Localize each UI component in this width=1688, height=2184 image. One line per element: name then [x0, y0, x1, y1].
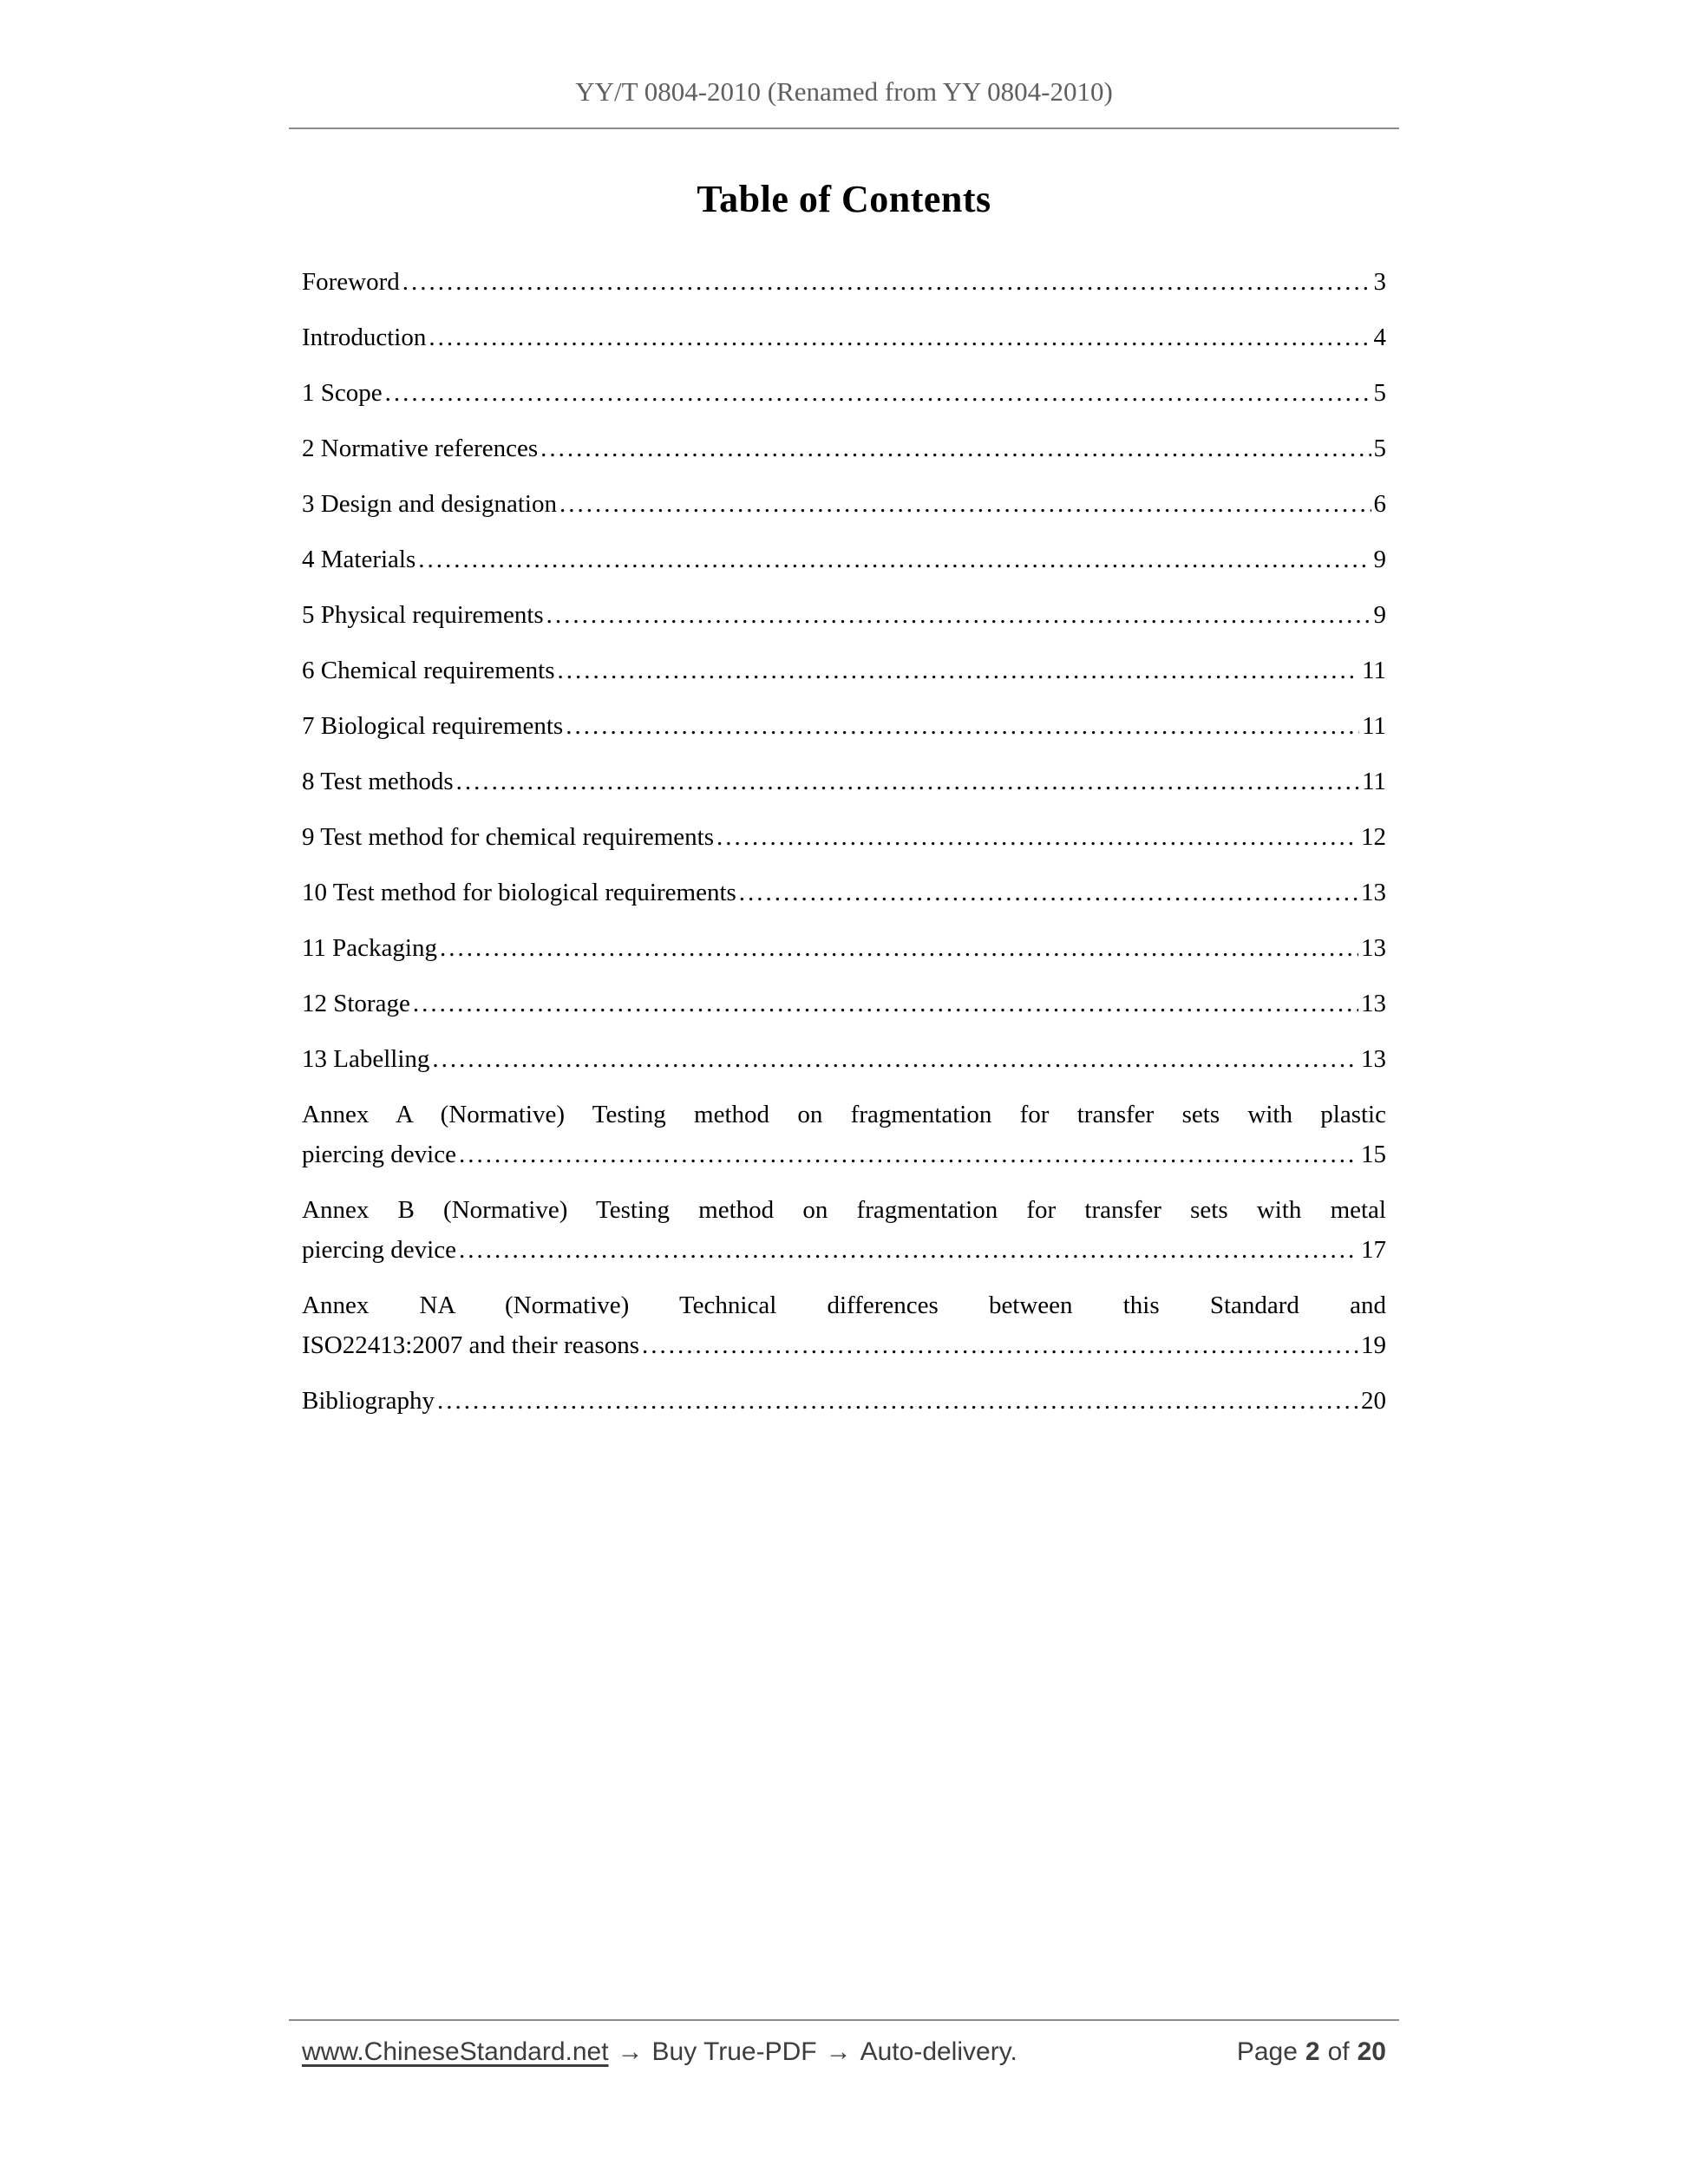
- toc-row: [302, 262, 1386, 302]
- dot-leader: [459, 1230, 1358, 1270]
- toc-page-number: 6: [1373, 490, 1386, 518]
- toc-row: [302, 1381, 1386, 1421]
- footer-left: [302, 2037, 1017, 2067]
- toc-entry-label: 1 Scope: [302, 379, 383, 407]
- toc-page-number: 5: [1373, 379, 1386, 407]
- toc-row: [302, 1325, 1386, 1365]
- toc-row: [302, 1230, 1386, 1270]
- toc-entry[interactable]: [302, 762, 1386, 801]
- toc-list: [302, 262, 1386, 1436]
- toc-page-number: 12: [1361, 823, 1386, 851]
- toc-page-number: 15: [1361, 1141, 1386, 1168]
- toc-row: [302, 651, 1386, 690]
- toc-entry[interactable]: [302, 428, 1386, 468]
- toc-row: [302, 373, 1386, 413]
- footer-buy-text: Buy True-PDF: [651, 2037, 817, 2066]
- right-arrow-icon: →: [825, 2037, 852, 2066]
- toc-entry-label: Introduction: [302, 324, 427, 351]
- toc-entry[interactable]: [302, 373, 1386, 413]
- toc-entry[interactable]: [302, 1285, 1386, 1365]
- page-indicator-word: Page: [1236, 2037, 1298, 2066]
- total-page-number: 20: [1357, 2037, 1386, 2066]
- dot-leader: [459, 1135, 1358, 1174]
- toc-entry-label: 10 Test method for biological requirements: [302, 879, 736, 906]
- toc-entry[interactable]: [302, 1095, 1386, 1174]
- dot-leader: [642, 1325, 1358, 1365]
- page-indicator: [1237, 2037, 1386, 2067]
- dot-leader: [432, 1039, 1358, 1079]
- toc-entry-label: piercing device: [302, 1236, 456, 1264]
- footer-delivery-text: Auto-delivery.: [860, 2037, 1017, 2066]
- toc-entry[interactable]: [302, 928, 1386, 968]
- dot-leader: [402, 262, 1371, 302]
- dot-leader: [546, 595, 1371, 635]
- toc-page-number: 11: [1362, 657, 1386, 684]
- toc-page-number: 11: [1362, 712, 1386, 740]
- toc-row: [302, 762, 1386, 801]
- toc-entry[interactable]: [302, 595, 1386, 635]
- toc-entry-text-line1: Annex NA (Normative) Technical differences between this Standard and: [302, 1291, 1386, 1319]
- toc-page-number: 17: [1361, 1236, 1386, 1264]
- toc-row: [302, 484, 1386, 524]
- toc-entry[interactable]: [302, 651, 1386, 690]
- toc-entry-label: piercing device: [302, 1141, 456, 1168]
- toc-entry-label: 3 Design and designation: [302, 490, 557, 518]
- dot-leader: [558, 651, 1360, 690]
- footer-divider: [289, 2019, 1399, 2021]
- toc-entry-label: 4 Materials: [302, 546, 416, 573]
- toc-entry[interactable]: [302, 262, 1386, 302]
- dot-leader: [440, 928, 1358, 968]
- dot-leader: [413, 984, 1358, 1023]
- toc-entry-label: 2 Normative references: [302, 435, 539, 462]
- dot-leader: [385, 373, 1371, 413]
- header-divider: [289, 128, 1399, 129]
- toc-page-number: 9: [1373, 546, 1386, 573]
- page-footer: [302, 2037, 1386, 2067]
- toc-entry-label: 12 Storage: [302, 990, 410, 1017]
- toc-entry[interactable]: [302, 317, 1386, 357]
- right-arrow-icon: →: [617, 2037, 644, 2066]
- toc-entry-label: Foreword: [302, 268, 400, 296]
- toc-row: [302, 984, 1386, 1023]
- toc-entry[interactable]: [302, 873, 1386, 912]
- page-title: Table of Contents: [697, 178, 991, 220]
- toc-entry-label: 6 Chemical requirements: [302, 657, 555, 684]
- toc-entry[interactable]: [302, 484, 1386, 524]
- toc-entry[interactable]: [302, 539, 1386, 579]
- toc-page-number: 19: [1361, 1331, 1386, 1359]
- toc-page-number: 13: [1361, 879, 1386, 906]
- toc-page-number: 5: [1373, 435, 1386, 462]
- toc-entry[interactable]: [302, 817, 1386, 857]
- toc-entry-label: 5 Physical requirements: [302, 601, 544, 629]
- dot-leader: [566, 706, 1359, 746]
- toc-row: [302, 817, 1386, 857]
- toc-entry-label: 8 Test methods: [302, 768, 454, 795]
- toc-entry-label: ISO22413:2007 and their reasons: [302, 1331, 640, 1359]
- page-indicator-of-word: of: [1327, 2037, 1350, 2066]
- toc-entry-label: 9 Test method for chemical requirements: [302, 823, 714, 851]
- page-header-title: YY/T 0804-2010 (Renamed from YY 0804-2010): [575, 76, 1113, 107]
- toc-entry-text-line1: Annex B (Normative) Testing method on fragmentation for transfer sets with metal: [302, 1196, 1386, 1224]
- toc-entry-label: Bibliography: [302, 1387, 435, 1415]
- toc-page-number: 9: [1373, 601, 1386, 629]
- toc-page-number: 20: [1361, 1387, 1386, 1415]
- toc-row: [302, 1135, 1386, 1174]
- dot-leader: [437, 1381, 1358, 1421]
- toc-row: [302, 317, 1386, 357]
- toc-entry[interactable]: [302, 984, 1386, 1023]
- toc-page-number: 13: [1361, 934, 1386, 962]
- toc-row: [302, 1039, 1386, 1079]
- toc-row: [302, 539, 1386, 579]
- toc-entry[interactable]: [302, 1190, 1386, 1270]
- toc-row: [302, 595, 1386, 635]
- current-page-number: 2: [1305, 2037, 1320, 2066]
- toc-entry-label: 11 Packaging: [302, 934, 437, 962]
- toc-row: [302, 428, 1386, 468]
- toc-page-number: 13: [1361, 1045, 1386, 1073]
- toc-row: [302, 706, 1386, 746]
- toc-entry-label: 7 Biological requirements: [302, 712, 564, 740]
- toc-row: [302, 928, 1386, 968]
- dot-leader: [559, 484, 1371, 524]
- dot-leader: [739, 873, 1358, 912]
- dot-leader: [429, 317, 1371, 357]
- footer-website-link[interactable]: www.ChineseStandard.net: [302, 2037, 609, 2066]
- toc-page-number: 4: [1373, 324, 1386, 351]
- toc-page-number: 13: [1361, 990, 1386, 1017]
- toc-row: [302, 873, 1386, 912]
- toc-entry[interactable]: [302, 706, 1386, 746]
- toc-entry[interactable]: [302, 1381, 1386, 1421]
- toc-entry-text-line1: Annex A (Normative) Testing method on fragmentation for transfer sets with plastic: [302, 1101, 1386, 1128]
- dot-leader: [456, 762, 1359, 801]
- toc-entry-label: 13 Labelling: [302, 1045, 430, 1073]
- dot-leader: [716, 817, 1358, 857]
- toc-entry[interactable]: [302, 1039, 1386, 1079]
- toc-page-number: 11: [1362, 768, 1386, 795]
- dot-leader: [418, 539, 1371, 579]
- toc-page-number: 3: [1373, 268, 1386, 296]
- dot-leader: [540, 428, 1371, 468]
